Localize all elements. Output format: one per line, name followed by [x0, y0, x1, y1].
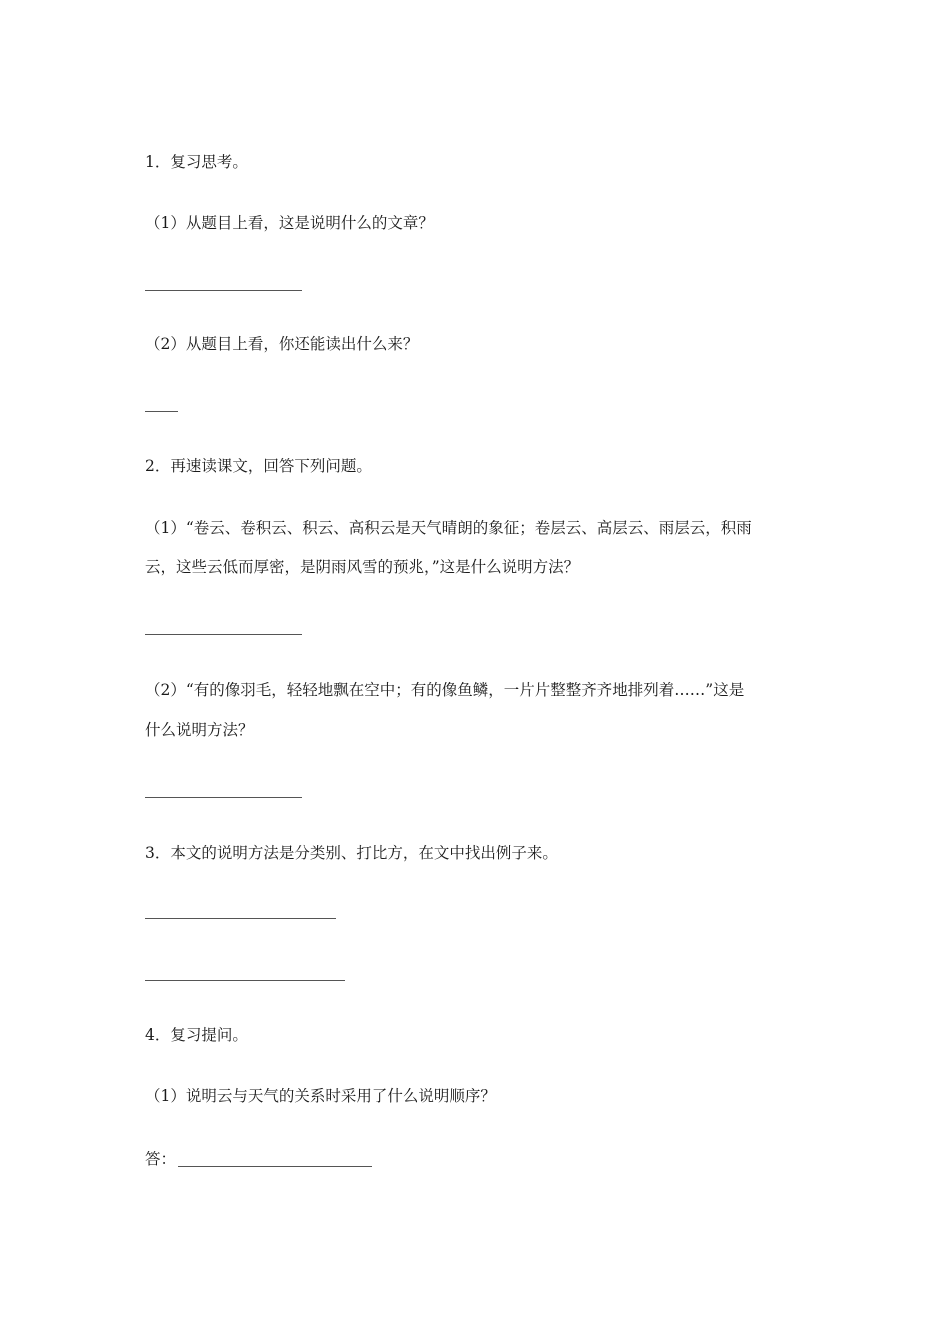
question-1-2-text: （2）从题目上看，你还能读出什么来？ [145, 335, 419, 353]
answer-blank-3-1[interactable] [145, 918, 336, 919]
answer-blank-3-2[interactable] [145, 980, 345, 981]
answer-blank-1-2[interactable] [145, 411, 178, 412]
question-4-1-text: （1）说明云与天气的关系时采用了什么说明顺序？ [145, 1087, 496, 1105]
question-4-heading: 4．复习提问。 [145, 1026, 248, 1044]
answer-blank-1-1[interactable] [145, 290, 302, 291]
question-2-2-line-2: 什么说明方法？ [145, 721, 254, 739]
answer-blank-2-2[interactable] [145, 797, 302, 798]
question-2-1-line-1: （1）“卷云、卷积云、积云、高积云是天气晴朗的象征；卷层云、高层云、雨层云，积雨 [145, 519, 752, 537]
question-2-heading: 2．再速读课文，回答下列问题。 [145, 457, 372, 475]
question-3-heading: 3．本文的说明方法是分类别、打比方，在文中找出例子来。 [145, 844, 558, 862]
answer-blank-2-1[interactable] [145, 634, 302, 635]
question-2-1-line-2: 云，这些云低而厚密，是阴雨风雪的预兆，”这是什么说明方法？ [145, 558, 580, 576]
answer-blank-4-1[interactable] [178, 1166, 372, 1167]
question-1-1-text: （1）从题目上看，这是说明什么的文章？ [145, 214, 434, 232]
question-1-heading: 1．复习思考。 [145, 153, 248, 171]
question-2-2-line-1: （2）“有的像羽毛，轻轻地飘在空中；有的像鱼鳞，一片片整整齐齐地排列着……”这是 [145, 681, 745, 699]
answer-label: 答： [145, 1150, 177, 1168]
answer-row-4-1 [145, 1148, 372, 1170]
